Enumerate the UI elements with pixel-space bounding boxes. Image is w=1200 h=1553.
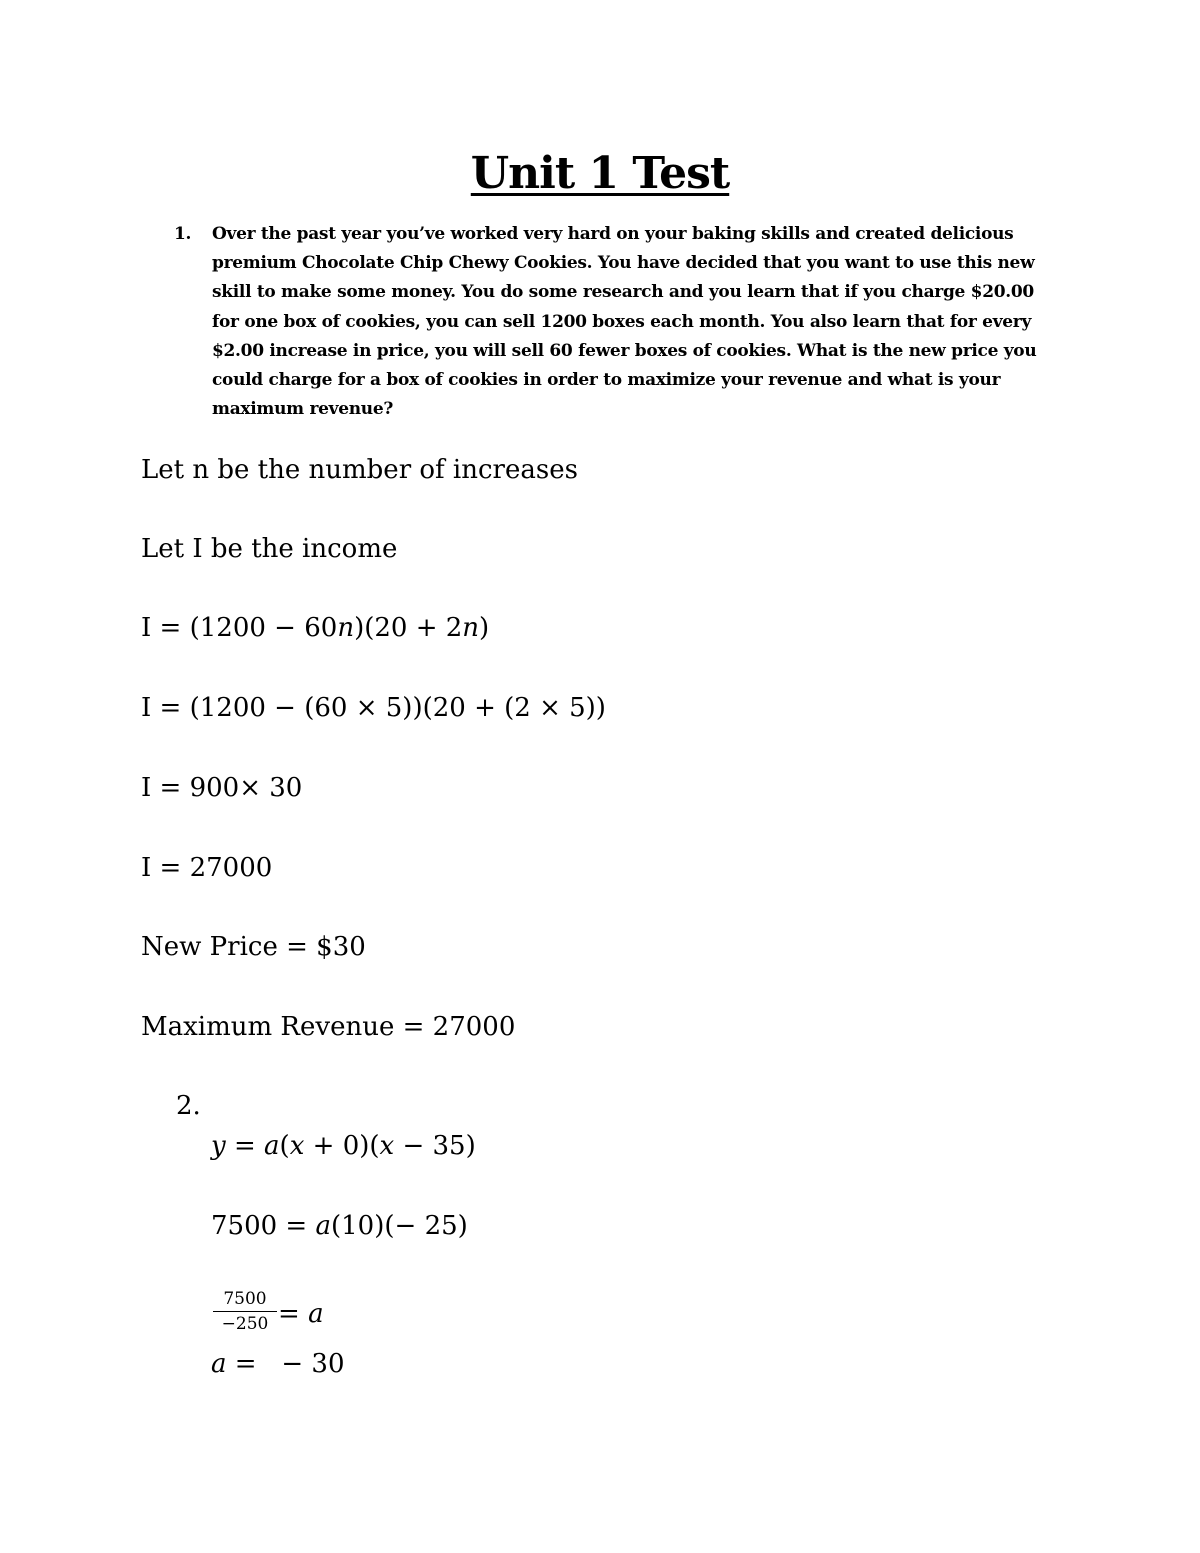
parabola-equation — [211, 1130, 476, 1162]
new-price: New Price = $30 — [141, 932, 366, 962]
income-equation-part-a: (1200 − 60 — [189, 613, 338, 643]
parabola-y: y — [211, 1131, 226, 1161]
income-equation-part-b: )(20 + 2 — [354, 613, 463, 643]
income-equation-var-n2: n — [462, 613, 480, 643]
income-product: I = 900× 30 — [141, 773, 303, 803]
income-equation-part-c: ) — [479, 613, 490, 643]
substituted-equation — [211, 1210, 468, 1242]
parabola-x2: x — [379, 1131, 395, 1161]
let-i-statement: Let I be the income — [141, 534, 398, 564]
parabola-mid: + 0)( — [304, 1131, 380, 1161]
fraction-numerator: 7500 — [213, 1288, 277, 1312]
question-2-number: 2. — [176, 1091, 201, 1121]
question-1-text: Over the past year you’ve worked very hard on your baking skills and created delicious premium Chocolate Chip Chewy Cookies. You have decided that you want to use this new skill to make some money. You do some research and you learn that if you charge $20.00 for one box of cookies, you can sell 1200 boxes each month. You also learn that for every $2.00 increase in price, you will sell 60 fewer boxes of cookies. What is the new price you could charge for a box of cookies in order to maximize your revenue and what is your maximum revenue? — [212, 224, 1037, 420]
income-substitution: I = (1200 − (60 × 5))(20 + (2 × 5)) — [141, 693, 606, 723]
income-equation-lhs: I = — [141, 613, 190, 643]
a-result-var: a — [211, 1349, 227, 1379]
parabola-close: − 35) — [394, 1131, 476, 1161]
fraction-a: a — [308, 1299, 324, 1329]
income-equation-var-n1: n — [337, 613, 355, 643]
a-result — [211, 1348, 345, 1380]
maximum-revenue: Maximum Revenue = 27000 — [141, 1012, 516, 1042]
fraction-equals: = — [278, 1299, 309, 1329]
fraction — [213, 1288, 277, 1336]
fraction-equals-a — [278, 1298, 324, 1330]
parabola-x1: x — [289, 1131, 305, 1161]
substituted-rhs: (10)(− 25) — [331, 1211, 468, 1241]
page-title: Unit 1 Test — [470, 148, 730, 199]
parabola-equals: = — [225, 1131, 265, 1161]
let-n-statement: Let n be the number of increases — [141, 455, 578, 485]
income-equation — [141, 612, 489, 644]
a-result-value: = − 30 — [226, 1349, 345, 1379]
income-result: I = 27000 — [141, 853, 273, 883]
fraction-denominator: −250 — [221, 1314, 269, 1334]
question-1 — [176, 220, 1056, 424]
question-1-number: 1. — [174, 224, 192, 244]
substituted-a: a — [315, 1211, 331, 1241]
substituted-lhs: 7500 = — [211, 1211, 316, 1241]
parabola-open: ( — [279, 1131, 290, 1161]
parabola-a: a — [264, 1131, 280, 1161]
